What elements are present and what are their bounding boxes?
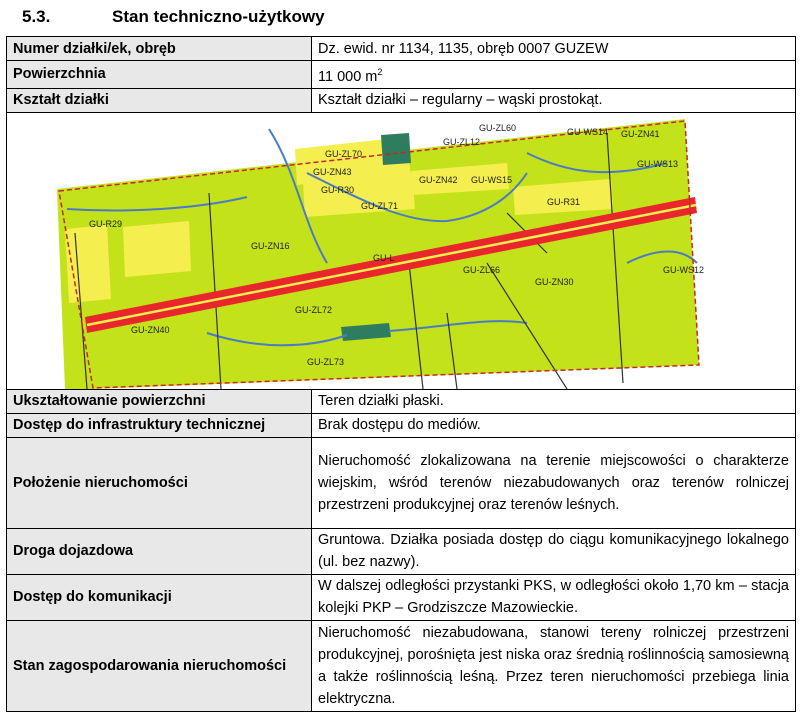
map-label: GU-ZN16 bbox=[251, 240, 290, 251]
row-label-shape: Kształt działki bbox=[7, 88, 312, 112]
row-label-access-road: Droga dojazdowa bbox=[7, 528, 312, 574]
map-label: GU-ZN42 bbox=[419, 174, 458, 185]
table-row bbox=[7, 61, 796, 89]
map-label: GU-ZN30 bbox=[535, 276, 574, 287]
map-zone-yellow bbox=[65, 225, 111, 303]
section-title: Stan techniczno-użytkowy bbox=[112, 7, 325, 26]
map-cell bbox=[7, 112, 796, 389]
map-label: GU-ZL66 bbox=[463, 264, 501, 275]
map-label: GU-L bbox=[373, 252, 395, 263]
table-row bbox=[7, 389, 796, 413]
row-value-development: Nieruchomość niezabudowana, stanowi tereny rolniczej przestrzeni produkcyjnej, porośnięta jest niska oraz średnią roślinnością samosiewną a także roślinnością leśną. Przez teren nieruchomości przebiega linia elektryczna. bbox=[312, 620, 796, 711]
table-row bbox=[7, 437, 796, 528]
map-water bbox=[381, 133, 411, 165]
property-info-table bbox=[6, 36, 796, 712]
section-number: 5.3. bbox=[22, 7, 51, 26]
map-label: GU-ZL60 bbox=[479, 122, 517, 133]
map-label: GU-ZN43 bbox=[313, 166, 352, 177]
row-value-location: Nieruchomość zlokalizowana na terenie miejscowości o charakterze wiejskim, wśród terenów niezabudowanych oraz terenów rolniczej przestrzeni produkcyjnej oraz terenów leśnych. bbox=[312, 437, 796, 528]
row-label-development: Stan zagospodarowania nieruchomości bbox=[7, 620, 312, 711]
map-label: GU-R30 bbox=[321, 184, 355, 195]
row-value-access-road: Gruntowa. Działka posiada dostęp do ciągu komunikacyjnego lokalnego (ul. bez nazwy). bbox=[312, 528, 796, 574]
row-label-plot-number: Numer działki/ek, obręb bbox=[7, 37, 312, 61]
table-row bbox=[7, 620, 796, 711]
row-label-surface: Ukształtowanie powierzchni bbox=[7, 389, 312, 413]
map-zone-yellow bbox=[123, 221, 191, 277]
table-row bbox=[7, 112, 796, 389]
table-row bbox=[7, 528, 796, 574]
map-label: GU-WS14 bbox=[567, 126, 609, 137]
map-label: GU-R31 bbox=[547, 196, 581, 207]
row-label-infrastructure: Dostęp do infrastruktury technicznej bbox=[7, 413, 312, 437]
section-heading bbox=[22, 2, 325, 32]
row-value-plot-number: Dz. ewid. nr 1134, 1135, obręb 0007 GUZEW bbox=[312, 37, 796, 61]
row-label-transport: Dostęp do komunikacji bbox=[7, 574, 312, 620]
area-unit-superscript: 2 bbox=[377, 67, 383, 77]
map-label: GU-WS13 bbox=[637, 158, 679, 169]
row-value-area bbox=[312, 61, 796, 89]
map-label: GU-ZL71 bbox=[361, 200, 399, 211]
table-row bbox=[7, 37, 796, 61]
row-value-infrastructure: Brak dostępu do mediów. bbox=[312, 413, 796, 437]
map-label: GU-ZL73 bbox=[307, 356, 345, 367]
row-value-transport: W dalszej odległości przystanki PKS, w odległości około 1,70 km – stacja kolejki PKP – Grodziszcze Mazowieckie. bbox=[312, 574, 796, 620]
zoning-map-image bbox=[7, 113, 795, 389]
map-label: GU-WS15 bbox=[471, 174, 513, 185]
table-row bbox=[7, 574, 796, 620]
table-row bbox=[7, 413, 796, 437]
map-label: GU-ZL12 bbox=[443, 136, 481, 147]
area-value: 11 000 m bbox=[318, 68, 378, 85]
row-value-surface: Teren działki płaski. bbox=[312, 389, 796, 413]
table-row bbox=[7, 88, 796, 112]
row-label-location: Położenie nieruchomości bbox=[7, 437, 312, 528]
zoning-map bbox=[7, 113, 795, 389]
map-label: GU-R29 bbox=[89, 218, 123, 229]
row-value-shape: Kształt działki – regularny – wąski prostokąt. bbox=[312, 88, 796, 112]
map-label: GU-ZN41 bbox=[621, 128, 660, 139]
map-label: GU-ZL70 bbox=[325, 148, 363, 159]
row-label-area: Powierzchnia bbox=[7, 61, 312, 89]
map-label: GU-WS12 bbox=[663, 264, 705, 275]
map-label: GU-ZL72 bbox=[295, 304, 333, 315]
map-label: GU-ZN40 bbox=[131, 324, 170, 335]
